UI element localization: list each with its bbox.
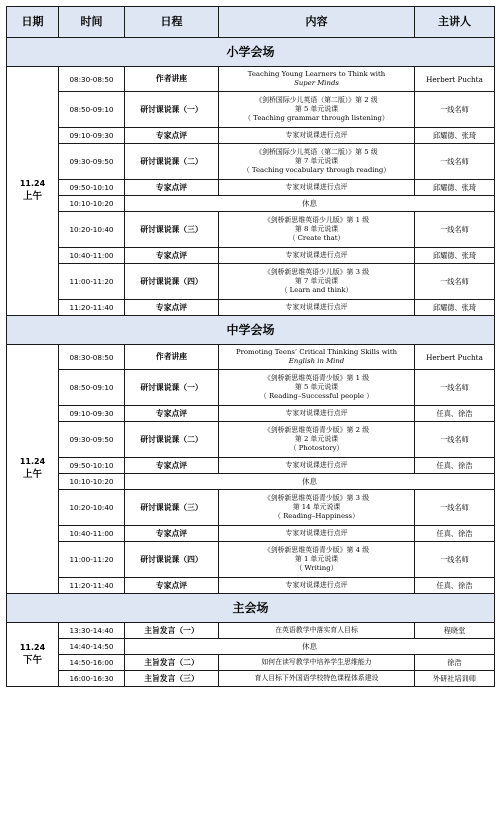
time-cell: 08:50-09:10 [59, 370, 125, 406]
table-row [7, 345, 495, 370]
session-cell: 研讨课说课（一） [125, 370, 219, 406]
table-row [7, 128, 495, 144]
schedule-table [6, 6, 495, 687]
time-cell: 09:30-09:50 [59, 422, 125, 458]
content-line: 专家对说课进行点评 [285, 303, 348, 312]
table-row [7, 212, 495, 248]
table-row [7, 526, 495, 542]
content-line: 《剑桥新思维英语青少版》第 4 级 [263, 546, 370, 555]
content-cell [219, 526, 415, 542]
table-row [7, 370, 495, 406]
header-date: 日期 [7, 7, 59, 38]
time-cell: 11:00-11:20 [59, 264, 125, 300]
break-row [7, 474, 495, 490]
table-row [7, 655, 495, 671]
time-cell: 09:30-09:50 [59, 144, 125, 180]
content-cell [219, 370, 415, 406]
time-cell: 08:50-09:10 [59, 92, 125, 128]
content-line: 第 14 单元说课 [292, 503, 341, 512]
speaker-cell: 一线名师 [415, 542, 495, 578]
table-row [7, 144, 495, 180]
table-row [7, 458, 495, 474]
content-line: 第 5 单元说课 [294, 105, 339, 114]
content-cell [219, 128, 415, 144]
speaker-cell: 任真、徐浩 [415, 526, 495, 542]
table-row [7, 300, 495, 316]
break-cell: 休息 [125, 474, 495, 490]
session-cell: 研讨课说课（一） [125, 92, 219, 128]
date-period: 上午 [22, 191, 42, 203]
content-line: 专家对说课进行点评 [285, 409, 348, 418]
session-cell: 专家点评 [125, 180, 219, 196]
speaker-cell: 邱耀德、张琦 [415, 180, 495, 196]
date-value: 11.24 [19, 179, 46, 189]
session-cell: 专家点评 [125, 248, 219, 264]
time-cell: 09:50-10:10 [59, 458, 125, 474]
speaker-cell: 一线名师 [415, 144, 495, 180]
time-cell: 10:20-10:40 [59, 212, 125, 248]
session-cell: 主旨发言（三） [125, 671, 219, 687]
content-line: 《剑桥新思维英语青少版》第 2 级 [263, 426, 370, 435]
date-cell [7, 345, 59, 594]
section-title: 主会场 [7, 594, 495, 623]
date-period: 下午 [22, 654, 42, 666]
speaker-cell: 邱耀德、张琦 [415, 128, 495, 144]
time-cell: 09:10-09:30 [59, 406, 125, 422]
content-line: 《剑桥新思维英语青少版》第 1 级 [263, 374, 370, 383]
session-cell: 研讨课说课（四） [125, 542, 219, 578]
content-line: English in Mind [288, 357, 345, 365]
section-row [7, 316, 495, 345]
speaker-cell: 一线名师 [415, 422, 495, 458]
header-time: 时间 [59, 7, 125, 38]
table-row [7, 422, 495, 458]
break-cell: 休息 [125, 196, 495, 212]
session-cell: 专家点评 [125, 458, 219, 474]
content-line: （ Learn and think） [280, 285, 353, 294]
table-row [7, 542, 495, 578]
content-line: 如何在读写教学中培养学生思维能力 [261, 658, 372, 667]
table-row [7, 406, 495, 422]
content-line: 第 2 单元说课 [294, 435, 339, 444]
content-line: 专家对说课进行点评 [285, 461, 348, 470]
speaker-cell: 任真、徐浩 [415, 458, 495, 474]
session-cell: 研讨课说课（四） [125, 264, 219, 300]
content-line: 育人目标下外国语学校特色课程体系建设 [254, 674, 379, 683]
time-cell: 09:50-10:10 [59, 180, 125, 196]
content-cell [219, 458, 415, 474]
content-line: 在英语教学中落实育人目标 [275, 626, 358, 635]
speaker-cell: 徐浩 [415, 655, 495, 671]
content-line: （ Teaching grammar through listening） [244, 113, 389, 122]
time-cell: 10:40-11:00 [59, 248, 125, 264]
time-cell: 11:00-11:20 [59, 542, 125, 578]
content-line: 专家对说课进行点评 [285, 581, 348, 590]
time-cell: 10:10-10:20 [59, 196, 125, 212]
content-cell [219, 671, 415, 687]
break-row [7, 639, 495, 655]
session-cell: 专家点评 [125, 578, 219, 594]
content-line: 《剑桥国际少儿英语（第二版）》第 2 级 [255, 96, 378, 105]
header-speaker: 主讲人 [415, 7, 495, 38]
table-row [7, 248, 495, 264]
time-cell: 11:20-11:40 [59, 300, 125, 316]
time-cell: 16:00-16:30 [59, 671, 125, 687]
speaker-cell: 一线名师 [415, 370, 495, 406]
table-row [7, 671, 495, 687]
session-cell: 主旨发言（二） [125, 655, 219, 671]
content-line: （ Create that） [288, 233, 345, 242]
speaker-cell: 一线名师 [415, 212, 495, 248]
table-row [7, 92, 495, 128]
break-cell: 休息 [125, 639, 495, 655]
speaker-cell: 任真、徐浩 [415, 578, 495, 594]
section-row [7, 38, 495, 67]
time-cell: 08:30-08:50 [59, 67, 125, 92]
content-cell [219, 212, 415, 248]
speaker-cell: 任真、徐浩 [415, 406, 495, 422]
break-row [7, 196, 495, 212]
session-cell: 专家点评 [125, 300, 219, 316]
time-cell: 08:30-08:50 [59, 345, 125, 370]
content-cell [219, 180, 415, 196]
content-line: 第 5 单元说课 [294, 383, 339, 392]
time-cell: 11:20-11:40 [59, 578, 125, 594]
content-line: Promoting Teens’ Critical Thinking Skills with [235, 348, 398, 357]
speaker-cell: 外研社培训师 [415, 671, 495, 687]
header-content: 内容 [219, 7, 415, 38]
content-line: 第 8 单元说课 [294, 225, 339, 234]
session-cell: 研讨课说课（三） [125, 490, 219, 526]
header-row [7, 7, 495, 38]
content-line: Super Minds [294, 79, 339, 87]
content-cell [219, 248, 415, 264]
speaker-cell: 邱耀德、张琦 [415, 248, 495, 264]
content-cell [219, 92, 415, 128]
date-period: 上午 [22, 469, 42, 481]
content-line: （ Photostory） [289, 443, 344, 452]
schedule-body [7, 38, 495, 687]
time-cell: 14:40-14:50 [59, 639, 125, 655]
content-line: 专家对说课进行点评 [285, 251, 348, 260]
content-line: 专家对说课进行点评 [285, 183, 348, 192]
table-row [7, 67, 495, 92]
speaker-cell: 一线名师 [415, 92, 495, 128]
content-cell [219, 490, 415, 526]
content-line: 第 1 单元说课 [294, 555, 339, 564]
table-row [7, 623, 495, 639]
content-line: （ Reading–Happiness） [274, 511, 359, 520]
session-cell: 专家点评 [125, 128, 219, 144]
content-line: 第 7 单元说课 [294, 157, 339, 166]
content-cell [219, 300, 415, 316]
table-row [7, 490, 495, 526]
content-line: 《剑桥国际少儿英语（第二版）》第 5 级 [255, 148, 378, 157]
content-line: 《剑桥新思维英语少儿版》第 1 级 [263, 216, 370, 225]
content-cell [219, 406, 415, 422]
table-row [7, 264, 495, 300]
time-cell: 14:50-16:00 [59, 655, 125, 671]
content-line: 专家对说课进行点评 [285, 529, 348, 538]
content-line: （ Writing） [295, 563, 338, 572]
time-cell: 10:40-11:00 [59, 526, 125, 542]
date-value: 11.24 [19, 642, 46, 652]
date-cell [7, 623, 59, 687]
speaker-cell: Herbert Puchta [415, 345, 495, 370]
date-cell [7, 67, 59, 316]
session-cell: 作者讲座 [125, 67, 219, 92]
header-agenda: 日程 [125, 7, 219, 38]
session-cell: 专家点评 [125, 526, 219, 542]
section-title: 小学会场 [7, 38, 495, 67]
content-cell [219, 578, 415, 594]
content-line: 《剑桥新思维英语少儿版》第 3 级 [263, 268, 370, 277]
session-cell: 研讨课说课（二） [125, 144, 219, 180]
speaker-cell: 邱耀德、张琦 [415, 300, 495, 316]
content-cell [219, 542, 415, 578]
date-value: 11.24 [19, 457, 46, 467]
content-cell [219, 144, 415, 180]
content-cell [219, 345, 415, 370]
content-line: 专家对说课进行点评 [285, 131, 348, 140]
content-line: Teaching Young Learners to Think with [247, 70, 386, 79]
content-cell [219, 422, 415, 458]
table-row [7, 578, 495, 594]
content-line: （ Teaching vocabulary through reading） [242, 165, 391, 174]
section-row [7, 594, 495, 623]
content-cell [219, 623, 415, 639]
content-cell [219, 264, 415, 300]
content-line: （ Reading–Successful people ） [259, 391, 374, 400]
session-cell: 主旨发言（一） [125, 623, 219, 639]
session-cell: 作者讲座 [125, 345, 219, 370]
speaker-cell: 一线名师 [415, 264, 495, 300]
speaker-cell: 一线名师 [415, 490, 495, 526]
time-cell: 09:10-09:30 [59, 128, 125, 144]
speaker-cell: 程晓堂 [415, 623, 495, 639]
time-cell: 10:10-10:20 [59, 474, 125, 490]
time-cell: 13:30-14:40 [59, 623, 125, 639]
content-line: 第 7 单元说课 [294, 277, 339, 286]
session-cell: 专家点评 [125, 406, 219, 422]
content-cell [219, 67, 415, 92]
session-cell: 研讨课说课（二） [125, 422, 219, 458]
table-row [7, 180, 495, 196]
session-cell: 研讨课说课（三） [125, 212, 219, 248]
content-line: 《剑桥新思维英语青少版》第 3 级 [263, 494, 370, 503]
time-cell: 10:20-10:40 [59, 490, 125, 526]
section-title: 中学会场 [7, 316, 495, 345]
speaker-cell: Herbert Puchta [415, 67, 495, 92]
content-cell [219, 655, 415, 671]
